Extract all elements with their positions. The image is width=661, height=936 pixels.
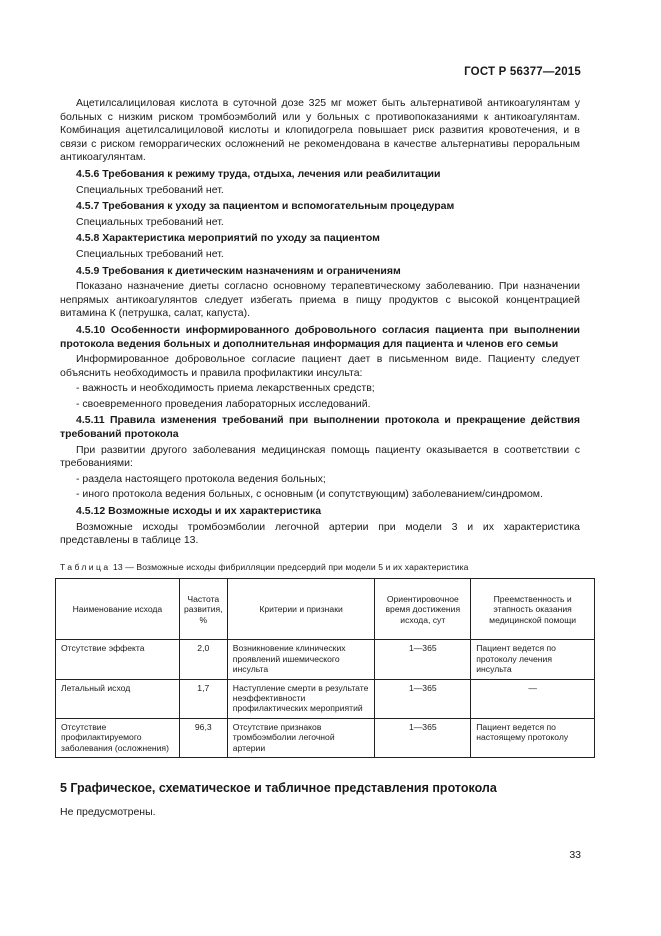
page-number: 33 bbox=[569, 849, 581, 861]
text-4-5-12: Возможные исходы тромбоэмболии легочной артерии при модели 3 и их характеристика представлены в таблице 13. bbox=[60, 520, 580, 547]
table-cell: 1—365 bbox=[375, 640, 471, 679]
table-cell: Отсутствие эффекта bbox=[56, 640, 180, 679]
heading-4-5-10: 4.5.10 Особенности информированного добровольного согласия пациента при выполнении протокола ведения больных и дополнительная информация для пациента и членов его семьи bbox=[60, 323, 580, 350]
text-4-5-8: Специальных требований нет. bbox=[76, 247, 224, 260]
document-header: ГОСТ Р 56377—2015 bbox=[464, 66, 581, 78]
table-cell: Отсутствие профилактируемого заболевания (осложнения) bbox=[56, 718, 180, 757]
text-4-5-6: Специальных требований нет. bbox=[76, 183, 224, 196]
table-cell: — bbox=[471, 679, 595, 718]
heading-4-5-6: 4.5.6 Требования к режиму труда, отдыха, лечения или реабилитации bbox=[76, 167, 441, 180]
section-5-title: 5 Графическое, схематическое и табличное представления протокола bbox=[60, 781, 497, 796]
table-cell: Летальный исход bbox=[56, 679, 180, 718]
text-4-5-9: Показано назначение диеты согласно основному терапевтическому заболеванию. При назначении непрямых антикоагулянтов следует избегать приема в пищу продуктов с высокой концентрацией витамина К (петрушка, салат, капуста). bbox=[60, 280, 580, 320]
text-4-5-7: Специальных требований нет. bbox=[76, 215, 224, 228]
column-header: Критерии и признаки bbox=[227, 579, 375, 640]
heading-4-5-9: 4.5.9 Требования к диетическим назначениям и ограничениям bbox=[76, 264, 401, 277]
column-header: Преемственность и этапность оказания медицинской помощи bbox=[471, 579, 595, 640]
table-cell: 2,0 bbox=[179, 640, 227, 679]
table-caption-word: Таблица bbox=[60, 561, 111, 572]
table-cell: Возникновение клинических проявлений ишемического инсульта bbox=[227, 640, 375, 679]
heading-4-5-12: 4.5.12 Возможные исходы и их характеристика bbox=[76, 505, 322, 518]
table-cell: 1,7 bbox=[179, 679, 227, 718]
table-cell: Отсутствие признаков тромбоэмболии легочной артерии bbox=[227, 718, 375, 757]
section-5-text: Не предусмотрены. bbox=[60, 805, 156, 818]
table-row bbox=[56, 679, 595, 718]
table-cell: Наступление смерти в результате неэффективности профилактических мероприятий bbox=[227, 679, 375, 718]
table-cell: Пациент ведется по настоящему протоколу bbox=[471, 718, 595, 757]
table-cell: 96,3 bbox=[179, 718, 227, 757]
table-cell: Пациент ведется по протоколу лечения инсульта bbox=[471, 640, 595, 679]
heading-4-5-7: 4.5.7 Требования к уходу за пациентом и вспомогательным процедурам bbox=[76, 200, 455, 213]
table-header-row bbox=[56, 579, 595, 640]
table-row bbox=[56, 640, 595, 679]
list-item: - важность и необходимость приема лекарственных средств; bbox=[76, 382, 375, 395]
paragraph-aspirin: Ацетилсалициловая кислота в суточной дозе 325 мг может быть альтернативой антикоагулянтам у больных с низким риском тромбоэмболий или у больных с противопоказаниями к антикоагулянтам. Комбинация ацетилсалициловой кислоты и клопидогрела повышает риск развития кровотечения, и в связи с риском геморрагических осложнений не рекомендована в качестве альтернативы пероральным антикоагулянтам. bbox=[60, 97, 580, 164]
outcomes-table bbox=[55, 578, 595, 758]
table-cell: 1—365 bbox=[375, 679, 471, 718]
table-caption bbox=[60, 561, 580, 575]
column-header: Частота развития, % bbox=[179, 579, 227, 640]
table-caption-text: 13 — Возможные исходы фибрилляции предсердий при модели 5 и их характеристика bbox=[110, 561, 469, 572]
page-content bbox=[60, 97, 580, 819]
list-item: - иного протокола ведения больных, с основным (и сопутствующим) заболеванием/синдромом. bbox=[76, 488, 543, 501]
heading-4-5-11: 4.5.11 Правила изменения требований при выполнении протокола и прекращение действия требований протокола bbox=[60, 414, 580, 441]
heading-4-5-8: 4.5.8 Характеристика мероприятий по уходу за пациентом bbox=[76, 232, 380, 245]
table-row bbox=[56, 718, 595, 757]
column-header: Наименование исхода bbox=[56, 579, 180, 640]
table-cell: 1—365 bbox=[375, 718, 471, 757]
column-header: Ориентировочное время достижения исхода, сут bbox=[375, 579, 471, 640]
text-4-5-11: При развитии другого заболевания медицинская помощь пациенту оказывается в соответствии с требованиями: bbox=[60, 443, 580, 470]
text-4-5-10: Информированное добровольное согласие пациент дает в письменном виде. Пациенту следует объяснить необходимость и правила профилактики инсульта: bbox=[60, 353, 580, 379]
list-item: - раздела настоящего протокола ведения больных; bbox=[76, 472, 326, 485]
list-item: - своевременного проведения лабораторных исследований. bbox=[76, 397, 371, 410]
